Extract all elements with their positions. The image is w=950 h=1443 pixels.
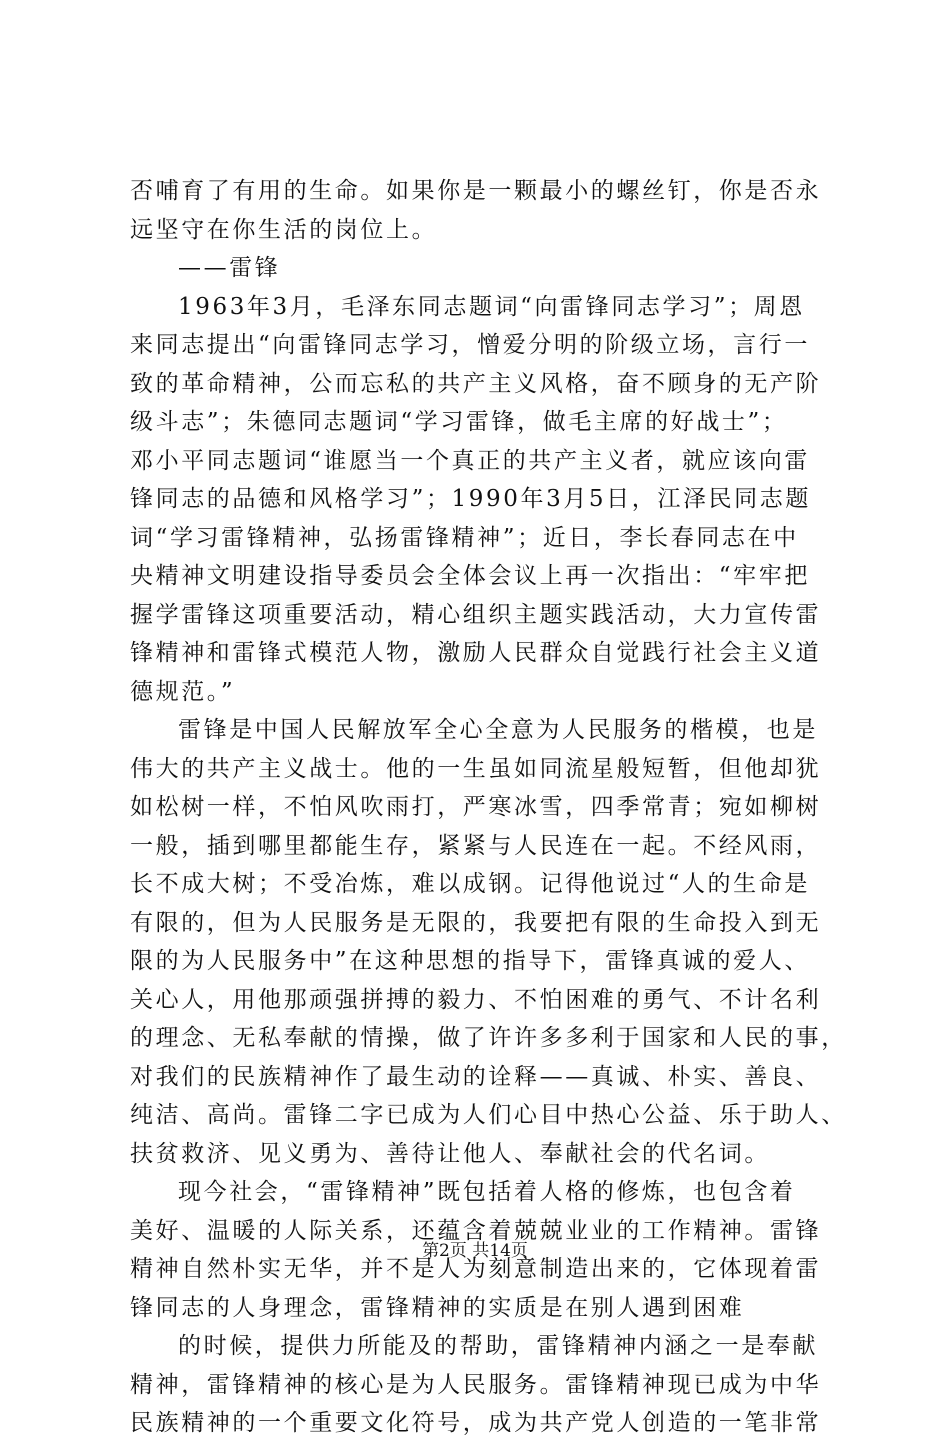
- text-line: 级斗志”；朱德同志题词“学习雷锋，做毛主席的好战士”；: [130, 409, 788, 435]
- text-line: 锋同志的品德和风格学习”；1990年3月5日，江泽民同志题: [130, 486, 811, 512]
- text-line: 扶贫救济、见义勇为、善待让他人、奉献社会的代名词。: [130, 1140, 770, 1167]
- text-line: 远坚守在你生活的岗位上。: [130, 216, 438, 243]
- text-line: 伟大的共产主义战士。他的一生虽如同流星般短暂，但他却犹: [130, 755, 822, 782]
- text-line: 精神自然朴实无华，并不是人为刻意制造出来的，它体现着雷: [130, 1256, 822, 1282]
- text-line: 如松树一样，不怕风吹雨打，严寒冰雪，四季常青；宛如柳树: [130, 794, 822, 820]
- text-line: 德规范。”: [130, 678, 236, 705]
- text-line: 锋同志的人身理念，雷锋精神的实质是在别人遇到困难: [130, 1294, 745, 1321]
- text-line: 精神，雷锋精神的核心是为人民服务。雷锋精神现已成为中华: [130, 1371, 822, 1398]
- text-line: 纯洁、高尚。雷锋二字已成为人们心目中热心公益、乐于助人、: [130, 1102, 847, 1128]
- paragraph-start: 的时候，提供力所能及的帮助，雷锋精神内涵之一是奉献: [178, 1333, 818, 1359]
- text-line: 否哺育了有用的生命。如果你是一颗最小的螺丝钉，你是否永: [130, 178, 822, 204]
- text-line: 一般，插到哪里都能生存，紧紧与人民连在一起。不经风雨，: [130, 832, 822, 859]
- text-line: 来同志提出“向雷锋同志学习，憎爱分明的阶级立场，言行一: [130, 332, 810, 358]
- text-line: 央精神文明建设指导委员会全体会议上再一次指出：“牢牢把: [130, 563, 810, 589]
- paragraph-start: 雷锋是中国人民解放军全心全意为人民服务的楷模，也是: [178, 717, 818, 743]
- text-line: 对我们的民族精神作了最生动的诠释——真诚、朴实、善良、: [130, 1063, 822, 1090]
- text-line: 关心人，用他那顽强拼搏的毅力、不怕困难的勇气、不计名利: [130, 986, 822, 1013]
- text-line: 致的革命精神，公而忘私的共产主义风格，奋不顾身的无产阶: [130, 370, 822, 397]
- page-number-footer: 第2页 共14页: [422, 1241, 528, 1261]
- text-line: 锋精神和雷锋式模范人物，激励人民群众自觉践行社会主义道: [130, 640, 822, 666]
- text-line: 美好、温暖的人际关系，还蕴含着兢兢业业的工作精神。雷锋: [130, 1217, 822, 1244]
- text-line: 邓小平同志题词“谁愿当一个真正的共产主义者，就应该向雷: [130, 447, 810, 474]
- paragraph-start: 1963年3月，毛泽东同志题词“向雷锋同志学习”；周恩: [178, 293, 805, 320]
- text-line: 握学雷锋这项重要活动，精心组织主题实践活动，大力宣传雷: [130, 601, 822, 628]
- text-line: 限的为人民服务中”在这种思想的指导下，雷锋真诚的爱人、: [130, 948, 810, 974]
- text-line: 民族精神的一个重要文化符号，成为共产党人创造的一笔非常: [130, 1410, 822, 1436]
- text-line: 有限的，但为人民服务是无限的，我要把有限的生命投入到无: [130, 909, 822, 936]
- text-line: 长不成大树；不受冶炼，难以成钢。记得他说过“人的生命是: [130, 871, 810, 897]
- paragraph-start: 现今社会，“雷锋精神”既包括着人格的修炼，也包含着: [178, 1179, 796, 1205]
- quote-attribution: ——雷锋: [178, 255, 281, 281]
- text-line: 的理念、无私奉献的情操，做了许许多多利于国家和人民的事，: [130, 1025, 847, 1051]
- text-line: 词“学习雷锋精神，弘扬雷锋精神”；近日，李长春同志在中: [130, 524, 799, 551]
